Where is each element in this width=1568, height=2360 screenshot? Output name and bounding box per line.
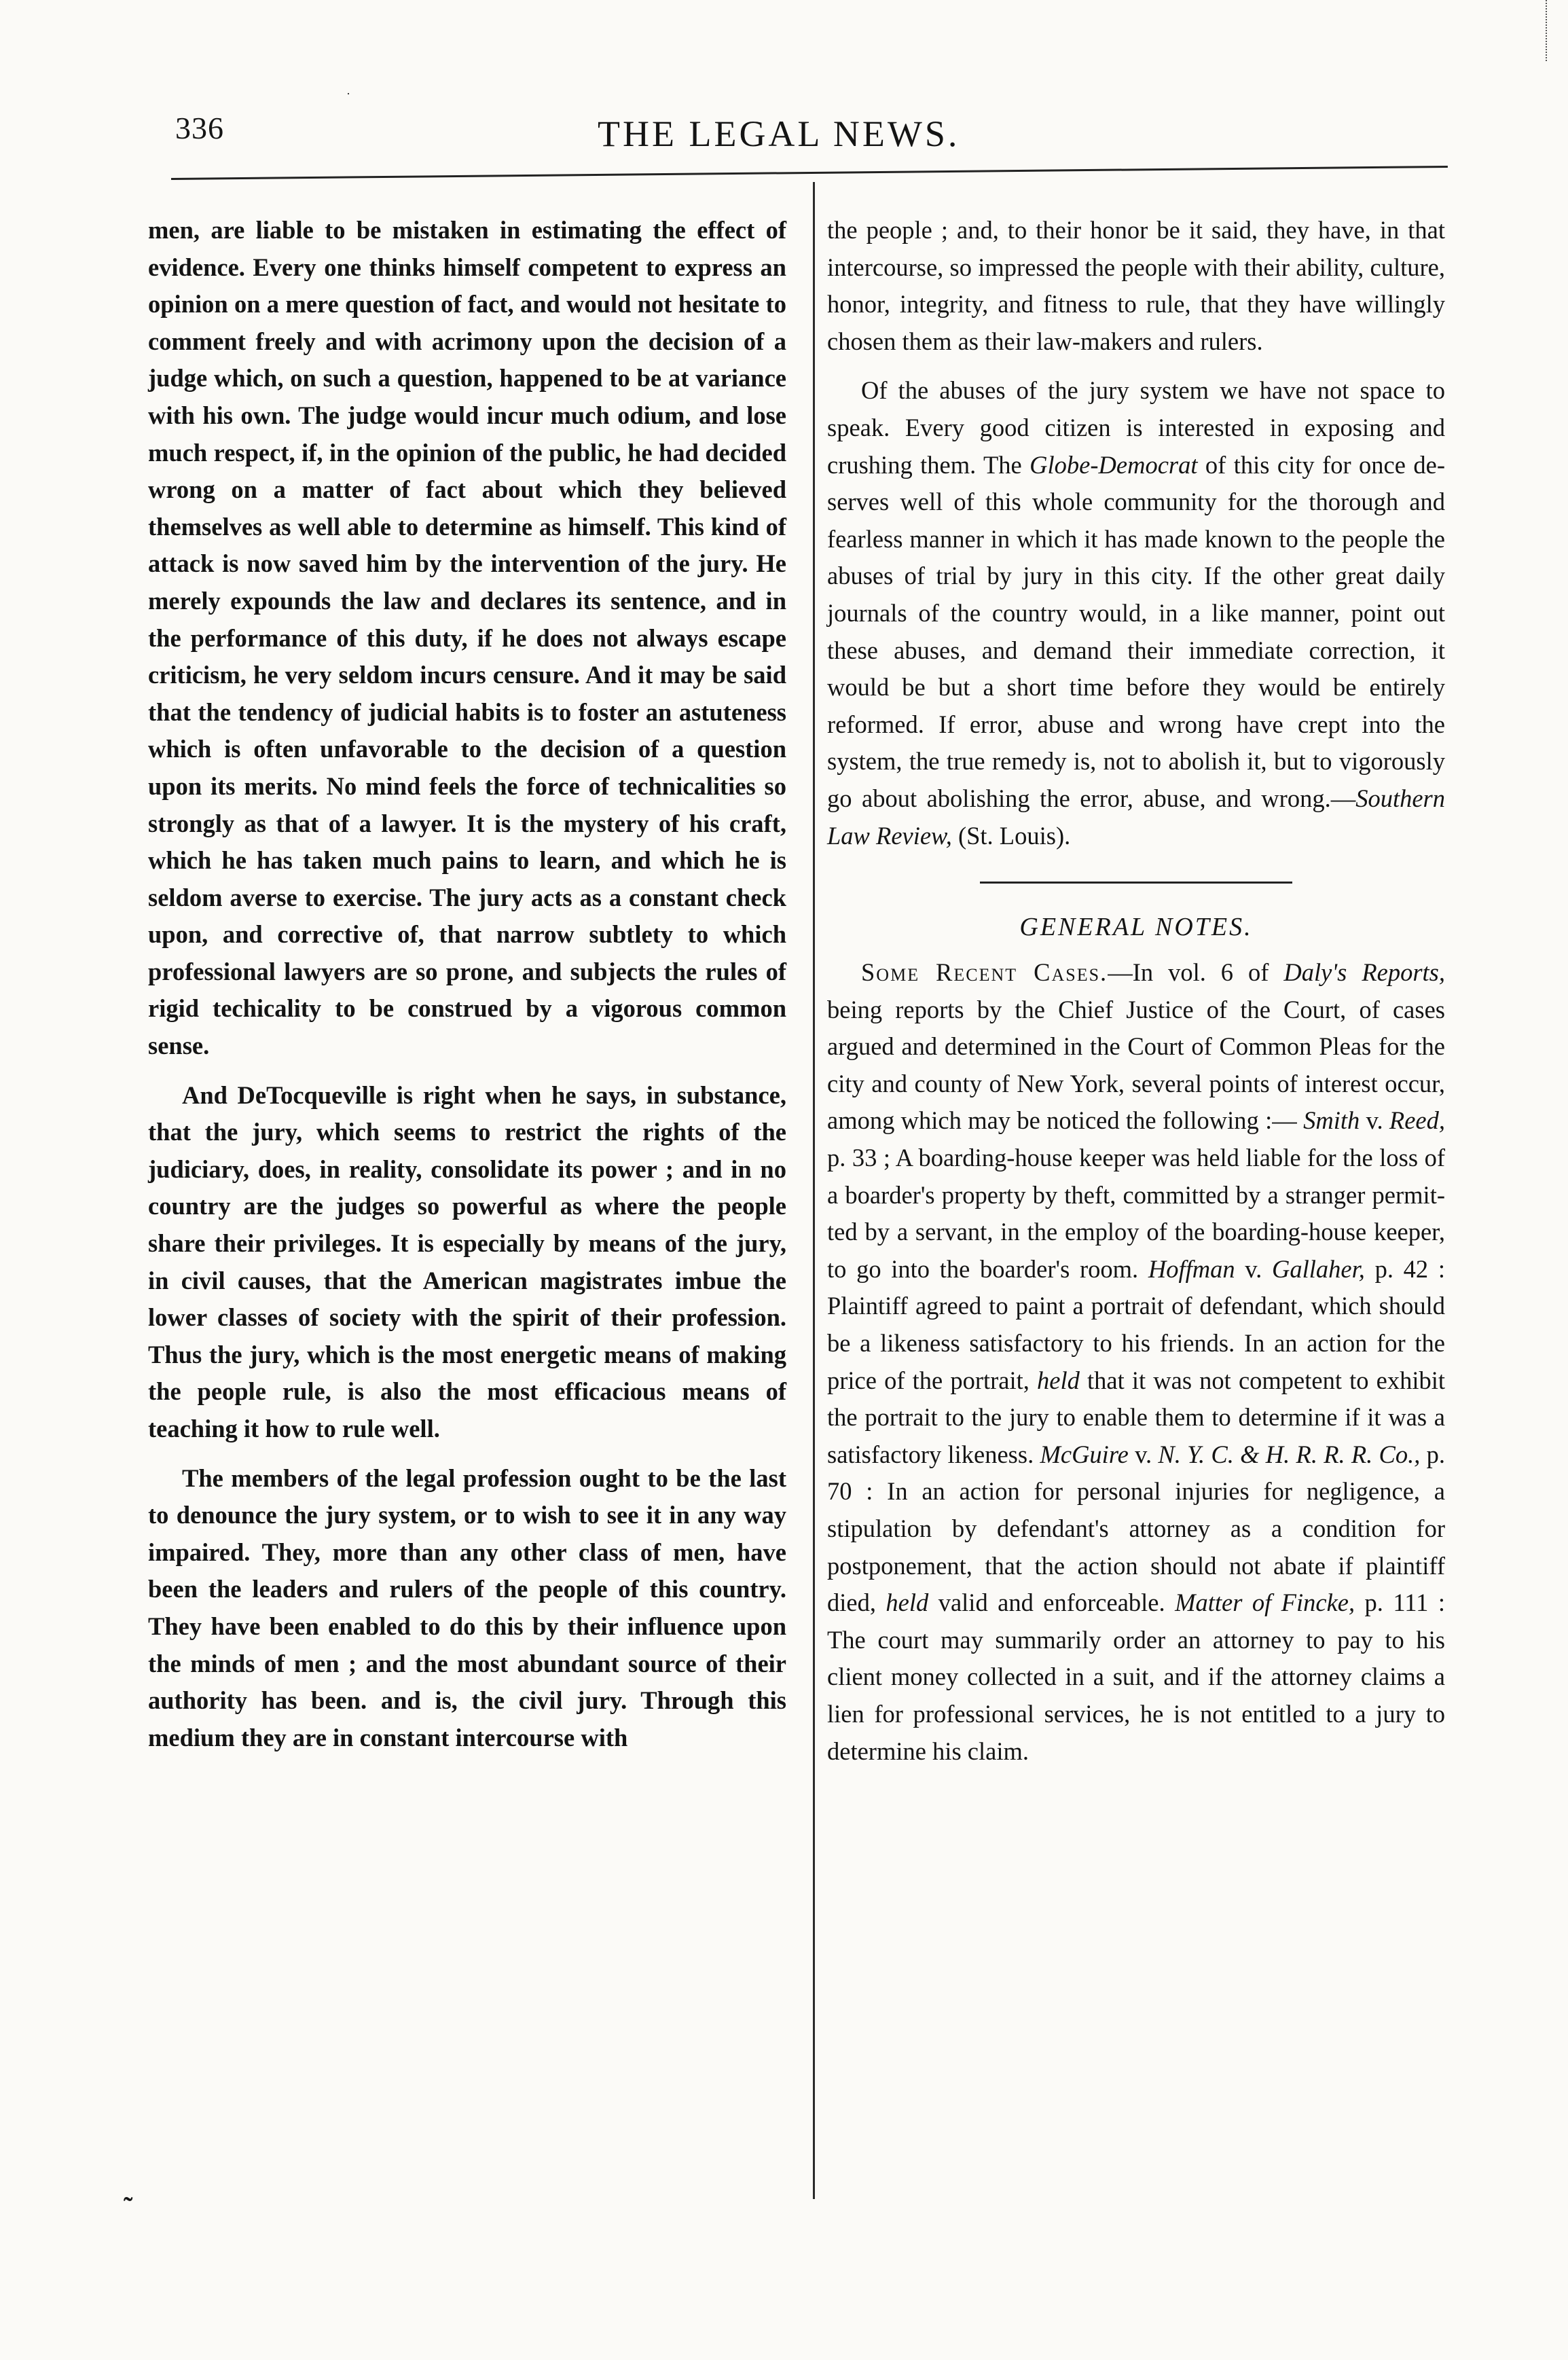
section-heading: GENERAL NOTES. bbox=[1019, 913, 1253, 942]
notes-lead: Some Recent Cases. bbox=[861, 958, 1108, 987]
section-divider bbox=[980, 882, 1292, 884]
print-speck: · bbox=[346, 87, 350, 101]
running-title: THE LEGAL NEWS. bbox=[598, 113, 960, 154]
margin-mark: ˜ bbox=[124, 2192, 133, 2222]
left-paragraph-3: The members of the legal profession ought to be the last to denounce the jury system, or to wish to see it in any way impaired. They, more than any other class of men, have been the leaders and rulers of the people of this country. They have been enabled to do this by their influence upon the minds of men ; and the most abundant source of their authority has been. and is, the civil jury. Through this medium they are in constant intercourse with bbox=[148, 1464, 786, 1751]
left-paragraph-2: And DeTocqueville is right when he says, in substance, that the jury, which seems to restrict the rights of the judiciary, does, in reality, consolidate its power ; and in no country are the judges so powerful as where the people share their privileges. It is especially by means of the jury, in civil causes, that the American magistrates imbue the lower classes of society with the spirit of their profession. Thus the jury, which is the most energetic means of making the people rule, is also the most efficacious means of teaching it how to rule well. bbox=[148, 1081, 786, 1442]
general-notes-paragraph: Some Recent Cases.—In vol. 6 of Daly's Reports, being reports by the Chief Justice of the Court, of cases argued and determined in the Court of Common Pleas for the city and county of New York, several points of interest occur, among which may be noticed the following :— Smith v. Reed, p. 33 ; A boarding-house keeper was held liable for the loss of a boarder's property by theft, committed by a stranger permitted by a servant, in the employ of the boarding-house keeper, to go into the boarder's room. Hoffman v. Gallaher, p. 42 : Plaintiff agreed to paint a portrait of defendant, which should be a likeness satisfactory to his friends. In an action for the price of the portrait, held that it was not competent to exhibit the portrait to the jury to enable them to determine if it was a satisfactory likeness. McGuire v. N. Y. C. & H. R. R. R. Co., p. 70 : In an action for personal injuries for negligence, a stipulation by defendant's attorney as a condition for postponement, that the action should not abate if plaintiff died, held valid and enforceable. Matter of Fincke, p. 111 : The court may summarily order an attorney to pay to his client money collected in a suit, and if the attorney claims a lien for professional services, he is not entitled to a jury to determine his claim. bbox=[827, 958, 1446, 1765]
column-divider bbox=[813, 182, 815, 2199]
left-column bbox=[148, 212, 786, 1768]
edge-marks bbox=[1546, 0, 1551, 61]
right-column bbox=[827, 212, 1445, 1782]
page-number: 336 bbox=[175, 111, 224, 145]
header-rule bbox=[171, 166, 1448, 180]
right-paragraph-1: the people ; and, to their honor be it said, they have, in that intercourse, so impressed the people with their ability, culture, honor, integrity, and fitness to rule, that they have willingly chosen them as their law-makers and rulers. bbox=[827, 216, 1445, 355]
newspaper-title: Globe-Democrat bbox=[1029, 450, 1198, 479]
left-paragraph-1: men, are liable to be mistaken in estimating the effect of evidence. Every one thinks himself competent to express an opinion on a mere question of fact, and would not hesitate to comment freely and with acrimony upon the decision of a judge which, on such a question, happened to be at variance with his own. The judge would incur much odium, and lose much respect, if, in the opinion of the public, he had decided wrong on a matter of fact about which they believed themselves as well able to determine as himself. This kind of attack is now saved him by the intervention of the jury. He merely expounds the law and declares its sentence, and in the performance of this duty, if he does not always escape criticism, he very seldom incurs censure. And it may be said that the tendency of judicial habits is to foster an astuteness which is often unfavorable to the decision of a question upon its merits. No mind feels the force of technicalities so strongly as that of a lawyer. It is the mystery of his craft, which he has taken much pains to learn, and which he is seldom averse to exercise. The jury acts as a constant check upon, and corrective of, that narrow subtlety to which professional lawyers are so prone, and subjects the rules of rigid techicality to be construed by a vigorous common sense. bbox=[148, 216, 786, 1060]
right-paragraph-2: Of the abuses of the jury system we have not space to speak. Every good citizen is interested in exposing and crushing them. The Globe-Democrat of this city for once deserves well of this whole community for the thorough and fearless manner in which it has made known to the people the abuses of trial by jury in this city. If the other great daily journals of the country would, in a like manner, point out these abuses, and demand their immediate correction, it would be but a short time before they would be entirely reformed. If error, abuse and wrong have crept into the system, the true remedy is, not to abolish it, but to vigorously go about abolishing the error, abuse, and wrong.—Southern Law Review, (St. Louis). bbox=[827, 376, 1445, 850]
source-citation: Southern Law Review, bbox=[827, 784, 1445, 850]
